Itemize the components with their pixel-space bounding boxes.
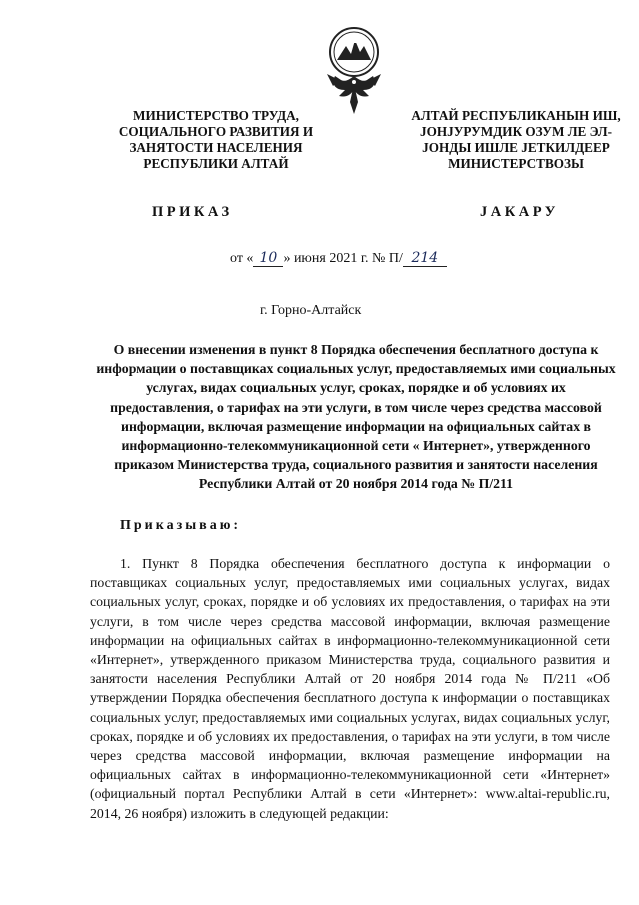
order-subject: О внесении изменения в пункт 8 Порядка обеспечения бесплатного доступа к информации о поставщиках социальных услуг, предоставляемых ими социальных услугах, видах социальных услуг, сроках, порядке и об условиях их предоставления, о тарифах на эти услуги, в том числе через средства массовой информации, включая размещение информации на официальных сайтах в информационно-телекоммуникационной сети « Интернет», утвержденного приказом Министерства труда, социального развития и занятости населения Республики Алтай от 20 ноября 2014 года № П/211 [96,342,616,492]
decree-word: Приказываю: [120,518,242,533]
handwritten-order-number: 214 [403,250,447,267]
order-title-russian: ПРИКАЗ [152,204,233,220]
ministry-name-altai: АЛТАЙ РЕСПУБЛИКАНЫН ИШ, ЈОНЈУРУМДИК ОЗУМ ЛЕ ЭЛ-ЈОНДЫ ИШЛЕ ЈЕТКИЛДЕЕР МИНИСТЕРСТВОЗЫ [411,108,621,171]
ministry-name-russian: МИНИСТЕРСТВО ТРУДА, СОЦИАЛЬНОГО РАЗВИТИЯ И ЗАНЯТОСТИ НАСЕЛЕНИЯ РЕСПУБЛИКИ АЛТАЙ [118,108,314,171]
body-paragraph: 1. Пункт 8 Порядка обеспечения бесплатного доступа к информации о поставщиках социальных услуг, предоставляемых ими социальных услугах, видах социальных услуг, сроках, порядке и об условиях их предоставления, о тарифах на эти услуги, в том числе через средства массовой информации, включая размещение информации на официальных сайтах в информационно-телекоммуникационной сети «Интернет», утвержденного приказом Министерства труда, социального развития и занятости населения Республики Алтай от 20 ноября 2014 года № П/211 «Об утверждении Порядка обеспечения бесплатного доступа к информации о поставщиках социальных услуг, предоставляемых ими социальных услугах, видах социальных услуг, сроках, порядке и об условиях их предоставления, о тарифах на эти услуги, в том числе через средства массовой информации, включая размещение информации на официальных сайтах в информационно-телекоммуникационной сети «Интернет» (официальный портал Республики Алтай в сети «Интернет»: www.altai-republic.ru, 2014, 26 ноября) изложить в следующей редакции: [90,556,610,821]
city-name: г. Горно-Алтайск [260,303,362,318]
date-prefix: от « [230,251,254,266]
handwritten-day: 10 [253,250,283,267]
order-title-altai: ЈАКАРУ [480,204,559,220]
altai-republic-coat-of-arms-icon [319,24,389,120]
date-middle: » июня 2021 г. № П/ [283,251,403,266]
order-date-line [230,250,490,267]
